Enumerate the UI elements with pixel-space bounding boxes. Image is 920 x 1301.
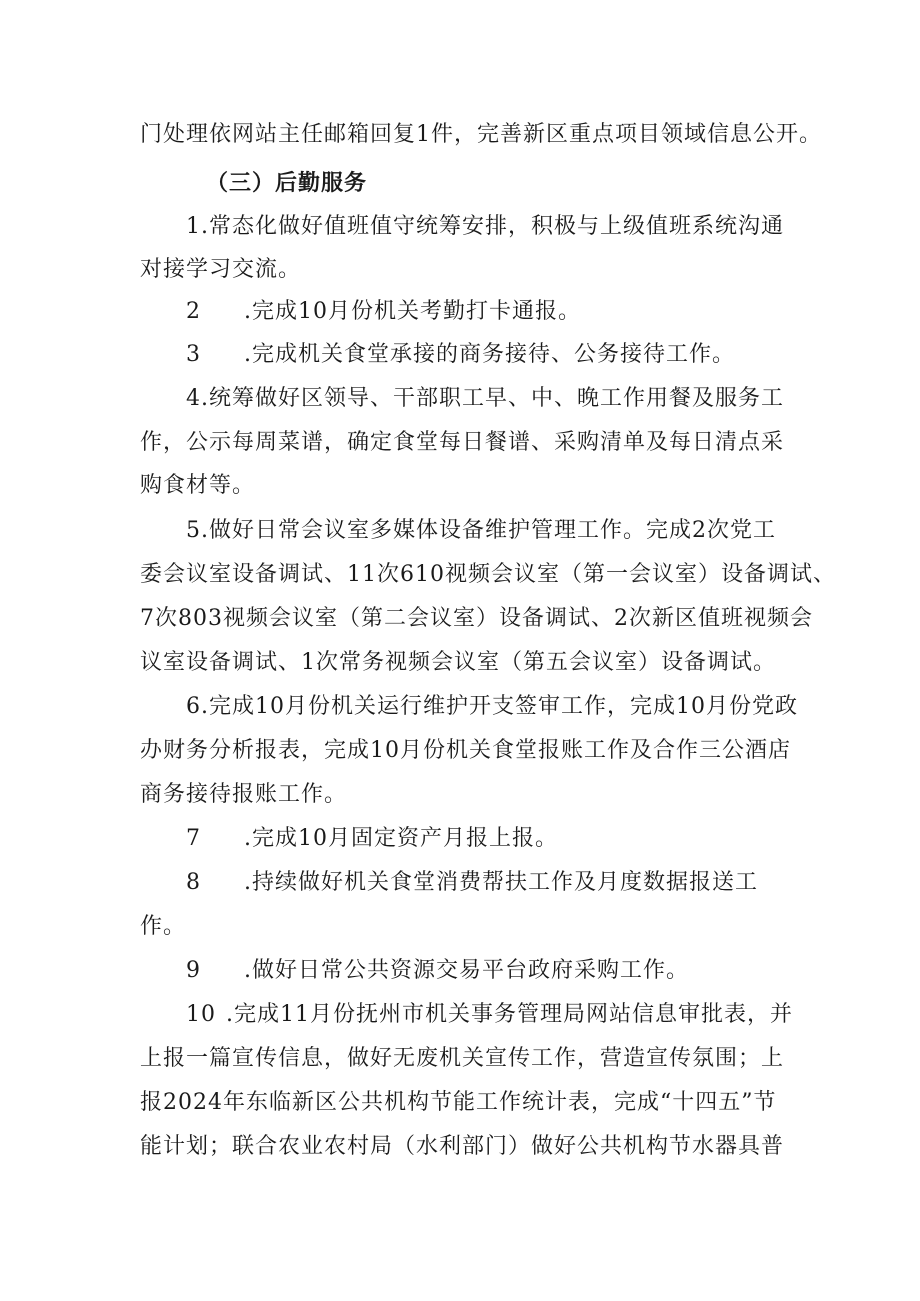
item-number: 2 <box>186 299 201 324</box>
item-9-line-1 <box>186 956 689 986</box>
item-4-line-1 <box>186 384 784 414</box>
item-number: 5 <box>186 518 201 543</box>
item-text: 商务接待报账工作。 <box>140 782 348 807</box>
item-10-line-4 <box>140 1132 784 1162</box>
item-2-line-1 <box>186 297 581 327</box>
item-6-line-1 <box>186 692 798 722</box>
item-5-line-4 <box>140 648 776 678</box>
item-text: 能计划；联合农业农村局（水利部门）做好公共机构节水器具普 <box>140 1134 785 1159</box>
item-6-line-2 <box>140 736 791 766</box>
item-text: 作，公示每周菜谱，确定食堂每日餐谱、采购清单及每日清点采 <box>140 430 785 455</box>
item-1-line-1 <box>186 212 784 242</box>
item-text: .统筹做好区领导、干部职工早、中、晚工作用餐及服务工 <box>201 386 784 411</box>
item-text: 委会议室设备调试、11次610视频会议室（第一会议室）设备调试、 <box>140 562 836 587</box>
item-number: 1 <box>186 214 201 239</box>
item-text: .完成机关食堂承接的商务接待、公务接待工作。 <box>244 342 735 367</box>
intro-tail-text: 门处理依网站主任邮箱回复1件，完善新区重点项目领域信息公开。 <box>140 122 822 147</box>
item-8-line-2 <box>140 912 186 942</box>
item-10-line-2 <box>140 1044 784 1074</box>
item-number: 9 <box>186 958 201 983</box>
item-1-line-2 <box>140 255 301 285</box>
item-number: 3 <box>186 342 201 367</box>
item-number: 10 <box>186 1002 216 1027</box>
item-text: .完成10月份机关运行维护开支签审工作，完成10月份党政 <box>201 694 798 719</box>
item-7-line-1 <box>186 824 558 854</box>
section-heading-text: （三）后勤服务 <box>206 170 368 196</box>
item-5-line-2 <box>140 560 836 590</box>
item-text: .完成10月份机关考勤打卡通报。 <box>244 299 581 324</box>
item-text: 7次803视频会议室（第二会议室）设备调试、2次新区值班视频会 <box>140 606 813 631</box>
item-5-line-3 <box>140 604 813 634</box>
item-text: 对接学习交流。 <box>140 257 302 282</box>
item-8-line-1 <box>186 868 758 898</box>
item-text: .做好日常公共资源交易平台政府采购工作。 <box>244 958 689 983</box>
item-text: .持续做好机关食堂消费帮扶工作及月度数据报送工 <box>244 870 758 895</box>
item-text: .完成10月固定资产月报上报。 <box>244 826 558 851</box>
item-10-line-1 <box>186 1000 793 1030</box>
item-text: 办财务分析报表，完成10月份机关食堂报账工作及合作三公酒店 <box>140 738 791 763</box>
item-number: 7 <box>186 826 201 851</box>
item-number: 6 <box>186 694 201 719</box>
item-text: 作。 <box>140 914 187 939</box>
item-4-line-2 <box>140 428 784 458</box>
item-text: .完成11月份抚州市机关事务管理局网站信息审批表，并 <box>226 1002 793 1027</box>
item-5-line-1 <box>186 516 776 546</box>
item-4-line-3 <box>140 471 255 501</box>
item-text: 议室设备调试、1次常务视频会议室（第五会议室）设备调试。 <box>140 650 776 675</box>
item-10-line-3 <box>140 1088 776 1118</box>
item-text: 上报一篇宣传信息，做好无废机关宣传工作，营造宣传氛围；上 <box>140 1046 785 1071</box>
item-text: 购食材等。 <box>140 473 256 498</box>
item-number: 4 <box>186 386 201 411</box>
item-number: 8 <box>186 870 201 895</box>
item-text: 报2024年东临新区公共机构节能工作统计表，完成“十四五”节 <box>140 1090 777 1115</box>
item-3-line-1 <box>186 340 735 370</box>
section-heading <box>206 168 367 198</box>
item-6-line-3 <box>140 780 347 810</box>
item-text: .常态化做好值班值守统筹安排，积极与上级值班系统沟通 <box>201 214 784 239</box>
intro-tail-line <box>140 120 822 150</box>
item-text: .做好日常会议室多媒体设备维护管理工作。完成2次党工 <box>201 518 776 543</box>
